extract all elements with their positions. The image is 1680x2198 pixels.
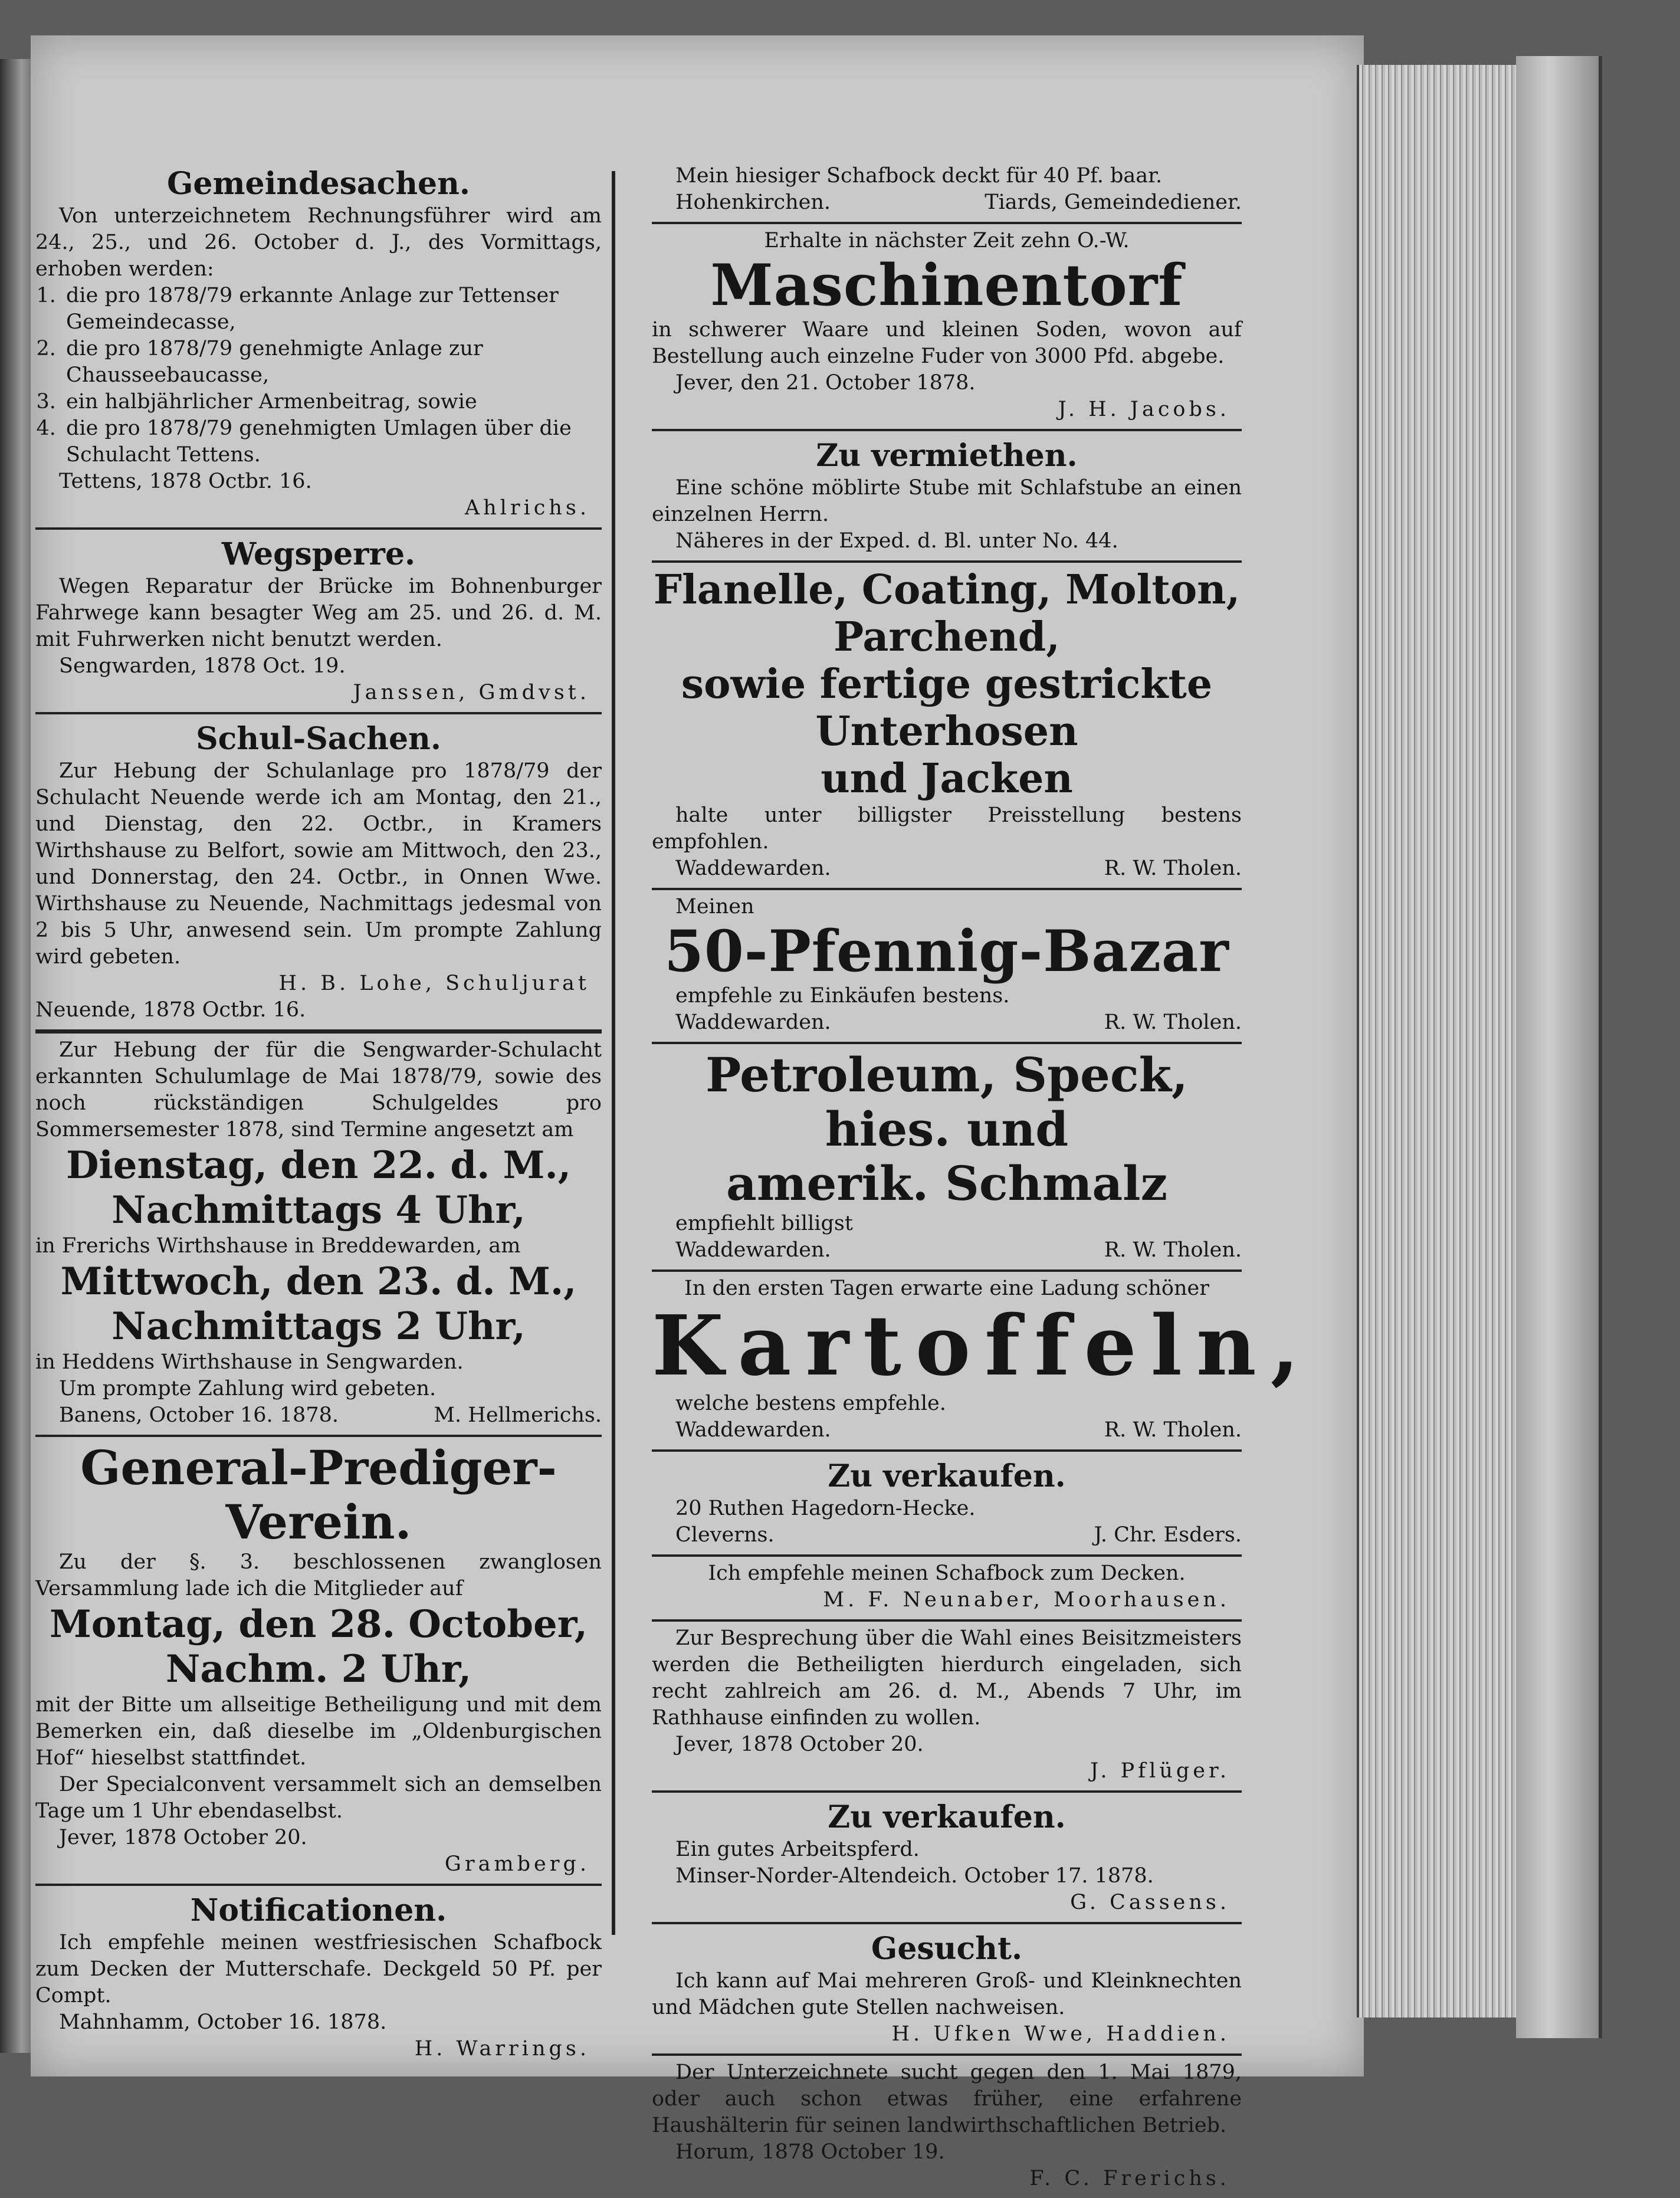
list-item: 2. die pro 1878/79 genehmigte Anlage zur Chausseebaucasse, bbox=[63, 336, 602, 389]
ad-maschinentorf bbox=[652, 224, 1242, 431]
ad-gesucht bbox=[652, 1924, 1242, 2056]
signature: R. W. Tholen. bbox=[1104, 857, 1242, 880]
ad-heading: Zu vermiethen. bbox=[816, 438, 1078, 474]
ad-text: in schwerer Waare und kleinen Soden, wovon auf Bestellung auch einzelne Fuder von 3000 Pfd. abgebe. bbox=[652, 318, 1242, 368]
ad-title: sowie fertige gestrickte Unterhosen bbox=[681, 661, 1213, 755]
ad-petroleum bbox=[652, 1044, 1242, 1272]
signature: M. F. Neunaber, Moorhausen. bbox=[823, 1588, 1230, 1612]
ad-schafbock-neunaber bbox=[652, 1557, 1242, 1622]
notice-schulsachen bbox=[35, 714, 602, 1034]
notice-list bbox=[35, 283, 602, 468]
previous-page-edge bbox=[0, 59, 31, 2053]
ad-beisitzmeister bbox=[652, 1622, 1242, 1793]
sign-line bbox=[652, 1417, 1242, 1444]
place-date: Horum, 1878 October 19. bbox=[675, 2140, 945, 2164]
time-line: Nachmittags 2 Uhr, bbox=[111, 1304, 526, 1349]
ad-title: Maschinentorf bbox=[710, 252, 1183, 319]
ad-title: Petroleum, Speck, hies. und bbox=[706, 1047, 1188, 1157]
notice-wegsperre bbox=[35, 530, 602, 714]
place-date: Jever, den 21. October 1878. bbox=[675, 371, 976, 395]
place-date: Banens, October 16. 1878. bbox=[59, 1403, 339, 1427]
ad-text: Ich kann auf Mai mehreren Groß- und Kleinknechten und Mädchen gute Stellen nachweisen. bbox=[652, 1969, 1242, 2019]
ad-intro: Erhalte in nächster Zeit zehn O.-W. bbox=[764, 229, 1130, 252]
place: Hohenkirchen. bbox=[675, 191, 831, 214]
time-line: Nachm. 2 Uhr, bbox=[165, 1647, 472, 1691]
ad-title: und Jacken bbox=[821, 755, 1073, 802]
signature: R. W. Tholen. bbox=[1104, 1011, 1242, 1034]
ad-bazar bbox=[652, 890, 1242, 1044]
notice-heading: Schul-Sachen. bbox=[196, 721, 441, 757]
notice-heading: General-Prediger-Verein. bbox=[80, 1440, 557, 1550]
notice-prediger-verein bbox=[35, 1437, 602, 1886]
ad-arbeitspferd bbox=[652, 1793, 1242, 1924]
ad-text: Der Unterzeichnete sucht gegen den 1. Mai 1879, oder auch schon etwas früher, eine erfahrene Haushälterin für seinen landwirthschaftlichen Betrieb. bbox=[652, 2061, 1242, 2137]
place-date: Tettens, 1878 Octbr. 16. bbox=[59, 470, 312, 493]
ad-heading: Gesucht. bbox=[871, 1931, 1023, 1967]
right-column bbox=[652, 159, 1314, 2190]
notice-text: Zu der §. 3. beschlossenen zwanglosen Versammlung lade ich die Mitglieder auf bbox=[35, 1550, 602, 1600]
ad-text: empfehle zu Einkäufen bestens. bbox=[675, 984, 1010, 1008]
left-column bbox=[35, 159, 602, 2061]
signature: Gramberg. bbox=[444, 1852, 590, 1876]
ad-text: 20 Ruthen Hagedorn-Hecke. bbox=[675, 1497, 976, 1520]
notice-gemeindesachen bbox=[35, 159, 602, 530]
signature: F. C. Frerichs. bbox=[1029, 2167, 1230, 2190]
ad-title: amerik. Schmalz bbox=[726, 1156, 1167, 1211]
notice-text: mit der Bitte um allseitige Betheiligung und mit dem Bemerken ein, daß dieselbe im „Oldenburgischen Hof“ hieselbst stattfindet. bbox=[35, 1693, 602, 1770]
signature: Tiards, Gemeindediener. bbox=[985, 191, 1242, 214]
date-line: Montag, den 28. October, bbox=[49, 1602, 588, 1646]
notice-text: Zur Hebung der für die Sengwarder-Schulacht erkannten Schulumlage de Mai 1878/79, sowie des noch rückständigen Schulgeldes pro Sommersemester 1878, sind Termine angesetzt am bbox=[35, 1038, 602, 1141]
ad-schafbock bbox=[652, 159, 1242, 224]
time-line: Nachmittags 4 Uhr, bbox=[111, 1188, 526, 1232]
notice-text: Um prompte Zahlung wird gebeten. bbox=[59, 1377, 437, 1400]
list-item: 1. die pro 1878/79 erkannte Anlage zur Tettenser Gemeindecasse, bbox=[63, 283, 602, 336]
notice-text: Der Specialconvent versammelt sich an demselben Tage um 1 Uhr ebendaselbst. bbox=[35, 1773, 602, 1823]
ad-text: Ich empfehle meinen Schafbock zum Decken. bbox=[708, 1561, 1186, 1585]
place: Waddewarden. bbox=[675, 857, 831, 880]
place-date: Sengwarden, 1878 Oct. 19. bbox=[59, 654, 346, 678]
book-cover-edge bbox=[1516, 56, 1602, 2038]
signature: J. Chr. Esders. bbox=[1094, 1523, 1242, 1547]
signature: R. W. Tholen. bbox=[1104, 1238, 1242, 1262]
signature: R. W. Tholen. bbox=[1104, 1418, 1242, 1442]
column-divider bbox=[612, 171, 615, 1935]
place: Waddewarden. bbox=[675, 1418, 831, 1442]
place-date: Minser-Norder-Altendeich. October 17. 1878. bbox=[675, 1864, 1154, 1888]
signature: Janssen, Gmdvst. bbox=[353, 681, 590, 704]
notice-heading: Notificationen. bbox=[190, 1892, 447, 1928]
sign-line bbox=[652, 1522, 1242, 1549]
sign-line bbox=[652, 1237, 1242, 1264]
ad-text: Näheres in der Exped. d. Bl. unter No. 44. bbox=[675, 529, 1118, 553]
ad-text: Mein hiesiger Schafbock deckt für 40 Pf. baar. bbox=[675, 164, 1163, 188]
notice-schulumlage bbox=[35, 1034, 602, 1437]
signature: Ahlrichs. bbox=[464, 496, 590, 520]
signature: J. Pflüger. bbox=[1090, 1759, 1230, 1783]
place-date: Neuende, 1878 Octbr. 16. bbox=[35, 998, 306, 1022]
ad-title: 50-Pfennig-Bazar bbox=[664, 918, 1229, 985]
sign-line bbox=[652, 855, 1242, 882]
list-item: 4. die pro 1878/79 genehmigten Umlagen über die Schulacht Tettens. bbox=[63, 415, 602, 468]
place-date: Jever, 1878 October 20. bbox=[675, 1733, 924, 1756]
notice-text: Wegen Reparatur der Brücke im Bohnenburger Fahrwege kann besagter Weg am 25. und 26. d. M. mit Fuhrwerken nicht benutzt werden. bbox=[35, 575, 602, 651]
signature: G. Cassens. bbox=[1070, 1891, 1230, 1914]
notice-heading: Wegsperre. bbox=[221, 536, 416, 572]
book-page-stack bbox=[1357, 65, 1518, 2017]
signature: H. Warrings. bbox=[414, 2037, 590, 2061]
location-line: in Heddens Wirthshause in Sengwarden. bbox=[35, 1350, 464, 1374]
ad-text: Zur Besprechung über die Wahl eines Beisitzmeisters werden die Betheiligten hierdurch eingeladen, sich recht zahlreich am 26. d. M., Abends 7 Uhr, im Rathhause einfinden zu wollen. bbox=[652, 1626, 1242, 1730]
notice-notificationen bbox=[35, 1886, 602, 2068]
place-date: Mahnhamm, October 16. 1878. bbox=[59, 2010, 387, 2034]
signature: H. B. Lohe, Schuljurat bbox=[278, 972, 590, 995]
ad-intro: Meinen bbox=[675, 895, 754, 918]
place: Waddewarden. bbox=[675, 1011, 831, 1034]
date-line: Mittwoch, den 23. d. M., bbox=[60, 1259, 577, 1304]
place-date: Jever, 1878 October 20. bbox=[59, 1826, 307, 1849]
ad-text: halte unter billigster Preisstellung bestens empfohlen. bbox=[652, 803, 1242, 854]
ad-text: welche bestens empfehle. bbox=[675, 1392, 946, 1415]
sign-line bbox=[652, 189, 1242, 216]
ad-heading: Zu verkaufen. bbox=[828, 1799, 1066, 1835]
ad-hecke bbox=[652, 1452, 1242, 1557]
ad-title: Kartoffeln, bbox=[652, 1298, 1314, 1395]
place: Waddewarden. bbox=[675, 1238, 831, 1262]
location-line: in Frerichs Wirthshause in Breddewarden, am bbox=[35, 1234, 521, 1258]
signature: J. H. Jacobs. bbox=[1058, 398, 1230, 421]
ad-intro: In den ersten Tagen erwarte eine Ladung schöner bbox=[684, 1277, 1209, 1300]
signature: H. Ufken Wwe, Haddien. bbox=[891, 2022, 1230, 2046]
ad-vermiethen bbox=[652, 431, 1242, 563]
ad-title: Flanelle, Coating, Molton, Parchend, bbox=[653, 566, 1241, 661]
ad-flanelle bbox=[652, 563, 1242, 890]
sign-line bbox=[35, 1402, 602, 1429]
sign-line bbox=[652, 1009, 1242, 1036]
ad-kartoffeln bbox=[652, 1272, 1314, 1452]
list-item: 3. ein halbjährlicher Armenbeitrag, sowie bbox=[63, 389, 602, 415]
ad-text: Eine schöne möblirte Stube mit Schlafstube an einen einzelnen Herrn. bbox=[652, 476, 1242, 526]
place: Cleverns. bbox=[675, 1523, 775, 1547]
notice-heading: Gemeindesachen. bbox=[166, 166, 471, 202]
ad-heading: Zu verkaufen. bbox=[828, 1458, 1066, 1494]
notice-text: Zur Hebung der Schulanlage pro 1878/79 der Schulacht Neuende werde ich am Montag, den 21., und Dienstag, den 22. Octbr., in Kramers Wirthshause zu Belfort, sowie am Mittwoch, den 23., und Donnerstag, den 24. Octbr., in Onnen Wwe. Wirthshause zu Neuende, Nachmittags jedesmal von 2 bis 5 Uhr, anwesend sein. Um prompte Zahlung wird gebeten. bbox=[35, 759, 602, 969]
ad-text: Ein gutes Arbeitspferd. bbox=[675, 1838, 920, 1861]
ad-haushaelterin bbox=[652, 2056, 1242, 2198]
notice-text: Ich empfehle meinen westfriesischen Schafbock zum Decken der Mutterschafe. Deckgeld 50 Pf. per Compt. bbox=[35, 1931, 602, 2007]
signature: M. Hellmerichs. bbox=[434, 1403, 602, 1427]
notice-text: Von unterzeichnetem Rechnungsführer wird am 24., 25., und 26. October d. J., des Vormittags, erhoben werden: bbox=[35, 204, 602, 281]
date-line: Dienstag, den 22. d. M., bbox=[65, 1143, 572, 1187]
ad-text: empfiehlt billigst bbox=[675, 1212, 853, 1235]
